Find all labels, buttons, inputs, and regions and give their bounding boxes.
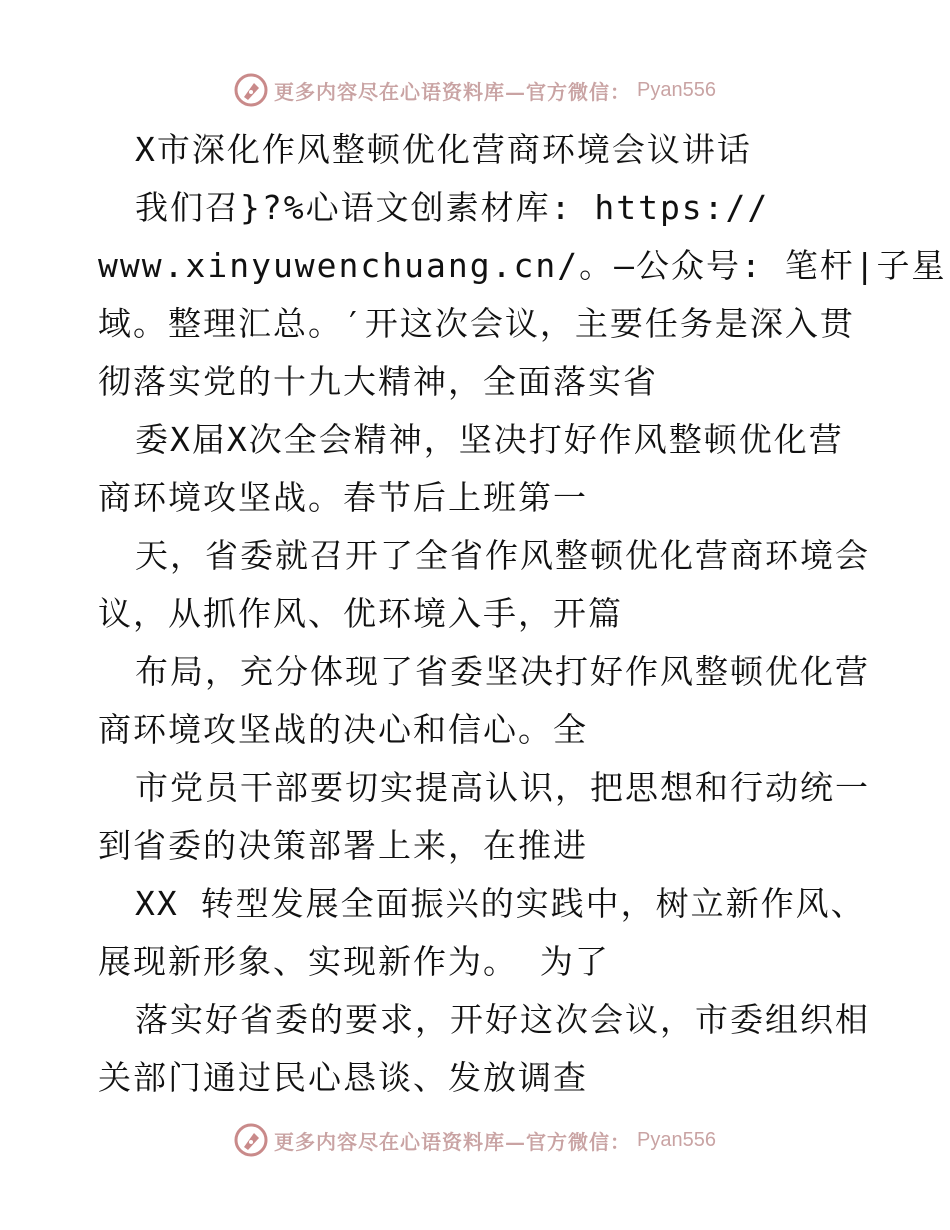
- text-line: 市党员干部要切实提高认识，把思想和行动统一: [135, 768, 870, 807]
- text-line: 商环境攻坚战。春节后上班第一: [98, 478, 588, 517]
- pen-nib-logo-icon: [234, 73, 268, 107]
- text-line: 落实好省委的要求，开好这次会议，市委组织相: [135, 1000, 870, 1039]
- text-line: 商环境攻坚战的决心和信心。全: [98, 710, 588, 749]
- text-line: 展现新形象、实现新作为。 为了: [98, 942, 610, 981]
- watermark-text: 更多内容尽在心语资料库—官方微信：: [274, 1129, 632, 1154]
- text-line: 到省委的决策部署上来，在推进: [98, 826, 588, 865]
- document-title: X市深化作风整顿优化营商环境会议讲话: [135, 130, 752, 169]
- footer-watermark: [0, 1120, 950, 1160]
- header-watermark: [0, 70, 950, 110]
- text-line: 天，省委就召开了全省作风整顿优化营商环境会: [135, 536, 870, 575]
- text-line: XX 转型发展全面振兴的实践中，树立新作风、: [135, 884, 866, 923]
- text-line: 关部门通过民心恳谈、发放调查: [98, 1058, 588, 1097]
- text-line: 域。整理汇总。′开这次会议，主要任务是深入贯: [98, 304, 855, 343]
- watermark-handle: Pyan556: [637, 1128, 716, 1151]
- watermark-text: 更多内容尽在心语资料库—官方微信：: [274, 79, 632, 104]
- pen-nib-logo-icon: [234, 1123, 268, 1157]
- text-line: 布局，充分体现了省委坚决打好作风整顿优化营: [135, 652, 870, 691]
- text-line: 我们召}?%心语文创素材库: https://: [135, 188, 770, 227]
- text-line: www.xinyuwenchuang.cn/。—公众号: 笔杆|子星: [98, 246, 947, 285]
- text-line: 议，从抓作风、优环境入手，开篇: [98, 594, 623, 633]
- text-line: 彻落实党的十九大精神，全面落实省: [98, 362, 658, 401]
- text-line: 委X届X次全会精神，坚决打好作风整顿优化营: [135, 420, 844, 459]
- watermark-handle: Pyan556: [637, 78, 716, 101]
